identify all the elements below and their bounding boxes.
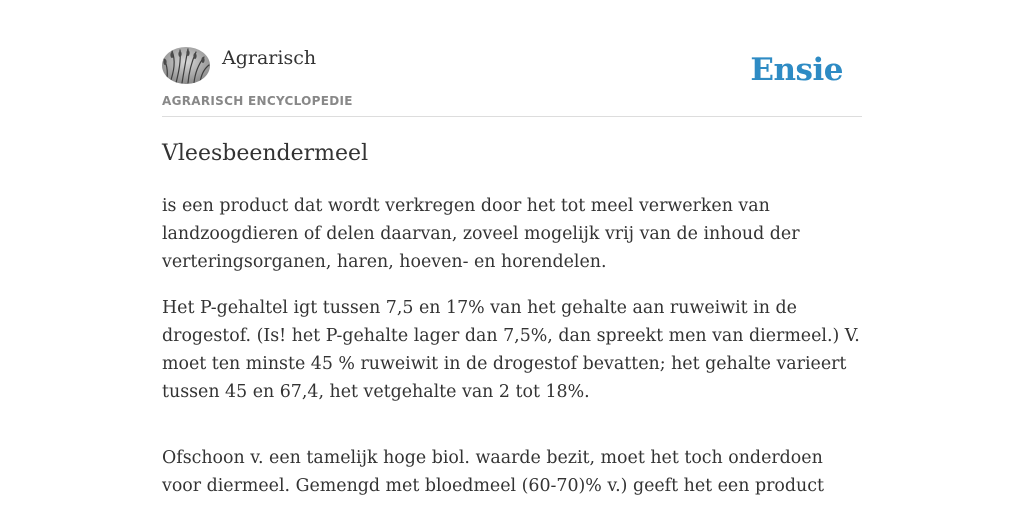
article-title: Vleesbeendermeel (162, 141, 369, 166)
encyclopedia-label[interactable]: AGRARISCH ENCYCLOPEDIE (162, 94, 353, 108)
article-paragraph-2: Het P-gehaltel igt tussen 7,5 en 17% van het gehalte aan ruweiwit in de drogestof. (Is! het P-gehalte lager dan 7,5%, dan spreekt men van diermeel.) V. moet ten minste 45 % ruweiwit in de drogestof bevatten; het gehalte varieert tussen 45 en 67,4, het vetgehalte van 2 tot 18%. (162, 298, 860, 402)
wheat-icon[interactable] (162, 47, 210, 84)
header (162, 44, 862, 117)
ensie-logo[interactable]: Ensie (750, 52, 843, 88)
article-paragraph-3: Ofschoon v. een tamelijk hoge biol. waarde bezit, moet het toch onderdoen voor diermeel. Gemengd met bloedmeel (60-70)% v.) geeft het een product (162, 448, 824, 496)
article (162, 138, 862, 512)
article-paragraph-1: is een product dat wordt verkregen door het tot meel verwerken van landzoogdieren of delen daarvan, zoveel mogelijk vrij van de inhoud der verteringsorganen, haren, hoeven- en horendelen. (162, 196, 800, 272)
brand-name[interactable]: Agrarisch (222, 47, 317, 69)
